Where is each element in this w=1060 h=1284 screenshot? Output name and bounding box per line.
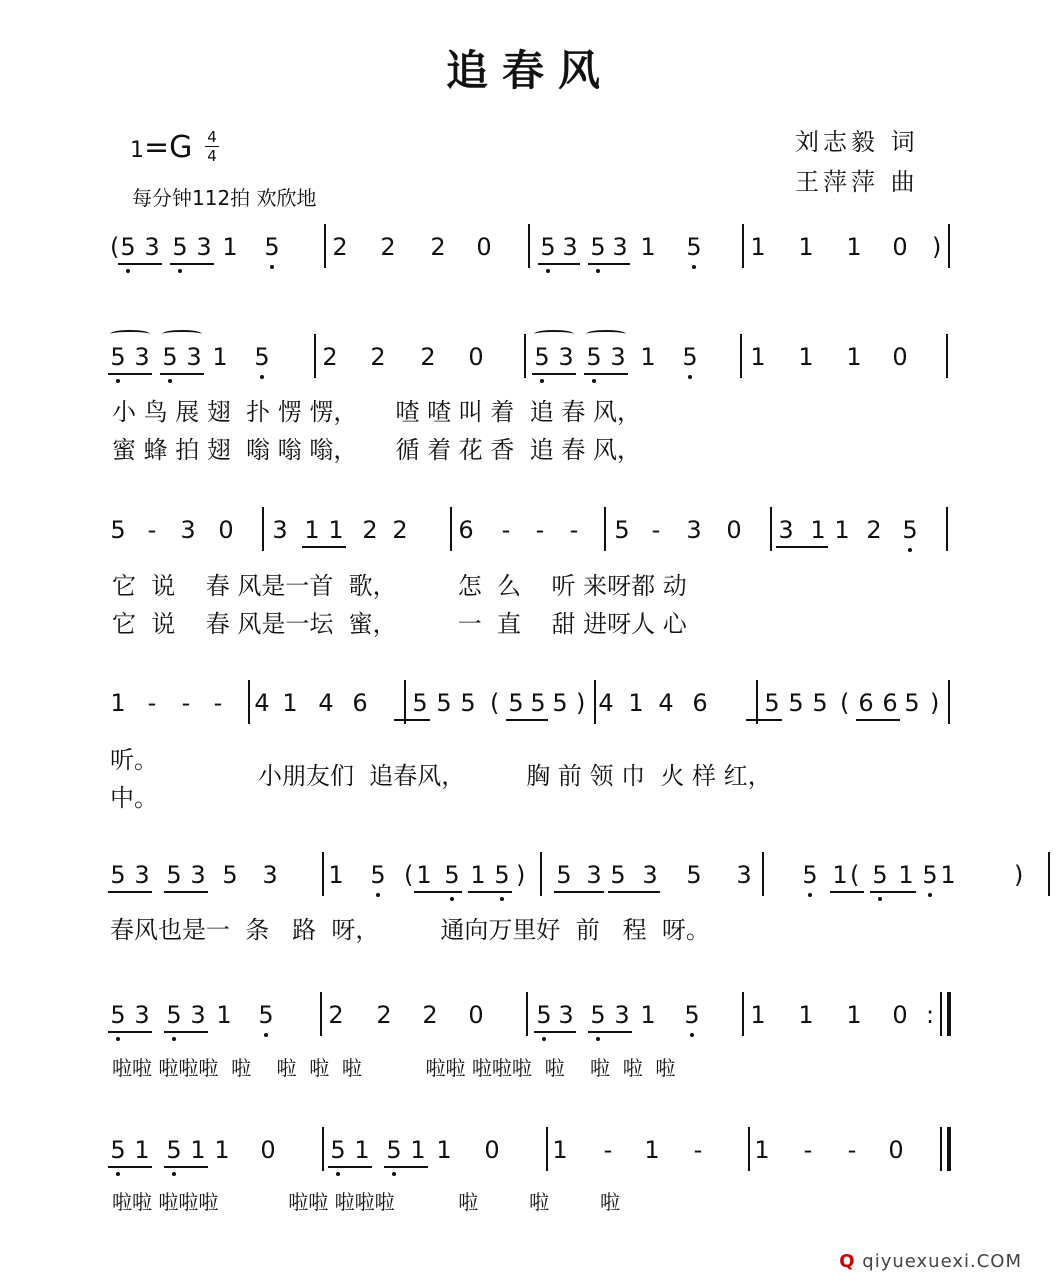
note: 0 bbox=[468, 343, 484, 371]
note: 5 bbox=[508, 689, 524, 717]
note: 5 bbox=[166, 1136, 182, 1164]
barline bbox=[526, 992, 528, 1036]
octave-dot bbox=[264, 1033, 268, 1037]
composer-credit: 王萍萍 曲 bbox=[795, 168, 919, 196]
octave-dot bbox=[592, 379, 596, 383]
octave-dot bbox=[168, 379, 172, 383]
barline bbox=[1048, 852, 1050, 896]
barline bbox=[742, 992, 744, 1036]
beam-underline bbox=[164, 1031, 208, 1033]
note: 5 bbox=[258, 1001, 274, 1029]
barline bbox=[314, 334, 316, 378]
note: 5 bbox=[254, 343, 270, 371]
time-signature bbox=[205, 128, 219, 165]
lyric-line-chorus-b: 春风也是一 条 路 呀， 通向万里好 前 程 呀。 bbox=[110, 916, 710, 944]
beam-underline bbox=[170, 263, 214, 265]
note: 3 bbox=[186, 343, 202, 371]
note: 0 bbox=[726, 516, 742, 544]
parenthesis: ) bbox=[576, 689, 586, 717]
score-row-r2 bbox=[0, 342, 908, 382]
barline bbox=[740, 334, 742, 378]
dash-extension: - bbox=[651, 516, 661, 544]
octave-dot bbox=[808, 893, 812, 897]
note: 2 bbox=[328, 1001, 344, 1029]
beam-underline bbox=[108, 1031, 152, 1033]
note: 1 bbox=[410, 1136, 426, 1164]
key-signature bbox=[130, 130, 192, 165]
note: 1 bbox=[354, 1136, 370, 1164]
note: 5 bbox=[166, 861, 182, 889]
octave-dot bbox=[688, 375, 692, 379]
note: 5 bbox=[686, 233, 702, 261]
beam-underline bbox=[608, 891, 660, 893]
barline bbox=[404, 680, 406, 724]
parenthesis: ) bbox=[930, 689, 940, 717]
watermark-logo-icon: Q bbox=[839, 1251, 856, 1272]
parenthesis: ( bbox=[840, 689, 850, 717]
lyric-line-verse2-b: 它 说 春 风是一坛 蜜， 一 直 甜 进呀人 心 bbox=[112, 610, 687, 638]
octave-dot bbox=[392, 1172, 396, 1176]
note: 5 bbox=[110, 516, 126, 544]
octave-dot bbox=[116, 1037, 120, 1041]
note: 3 bbox=[614, 1001, 630, 1029]
note: 1 bbox=[798, 233, 814, 261]
note: 1 bbox=[846, 1001, 862, 1029]
note: 5 bbox=[412, 689, 428, 717]
note: 0 bbox=[484, 1136, 500, 1164]
lyric-line-chorus-a: 小朋友们 追春风， 胸 前 领 巾 火 样 红， bbox=[258, 762, 772, 790]
octave-dot bbox=[878, 897, 882, 901]
note: 5 bbox=[110, 861, 126, 889]
note: 3 bbox=[180, 516, 196, 544]
note: 3 bbox=[558, 1001, 574, 1029]
beam-underline bbox=[584, 373, 628, 375]
note: 3 bbox=[272, 516, 288, 544]
dash-extension: - bbox=[569, 516, 579, 544]
final-barline bbox=[940, 992, 942, 1036]
note: 0 bbox=[260, 1136, 276, 1164]
note: 1 bbox=[846, 233, 862, 261]
note: 1 bbox=[110, 689, 126, 717]
final-barline bbox=[940, 1127, 942, 1171]
note: 1 bbox=[846, 343, 862, 371]
repeat-sign: : bbox=[925, 1001, 935, 1029]
key-do: 1 bbox=[130, 138, 144, 163]
note: 5 bbox=[552, 689, 568, 717]
final-barline-thick bbox=[947, 992, 951, 1036]
lyric-line-la-a: 啦啦 啦啦啦 啦 啦 啦 啦 啦啦 啦啦啦 啦 啦 啦 啦 bbox=[112, 1056, 676, 1080]
barline bbox=[528, 224, 530, 268]
barline bbox=[762, 852, 764, 896]
octave-dot bbox=[116, 1172, 120, 1176]
note: 3 bbox=[134, 343, 150, 371]
note: 5 bbox=[370, 861, 386, 889]
beam-underline bbox=[856, 719, 900, 721]
note: 3 bbox=[144, 233, 160, 261]
octave-dot bbox=[908, 548, 912, 552]
dash-extension: - bbox=[147, 689, 157, 717]
beam-underline bbox=[870, 891, 916, 893]
note: 5 bbox=[904, 689, 920, 717]
note: 5 bbox=[166, 1001, 182, 1029]
dash-extension: - bbox=[693, 1136, 703, 1164]
note: 5 bbox=[530, 689, 546, 717]
note: 5 bbox=[264, 233, 280, 261]
note: 0 bbox=[892, 1001, 908, 1029]
beam-underline bbox=[776, 546, 828, 548]
slur bbox=[162, 330, 202, 338]
note: 3 bbox=[190, 861, 206, 889]
note: 5 bbox=[436, 689, 452, 717]
lyric-end-verse1: 听。 bbox=[110, 746, 158, 774]
barline bbox=[946, 507, 948, 551]
note: 1 bbox=[216, 1001, 232, 1029]
dash-extension: - bbox=[501, 516, 511, 544]
slur bbox=[586, 330, 626, 338]
note: 5 bbox=[902, 516, 918, 544]
dash-extension: - bbox=[147, 516, 157, 544]
octave-dot bbox=[178, 269, 182, 273]
note: 4 bbox=[254, 689, 270, 717]
octave-dot bbox=[260, 375, 264, 379]
note: 1 bbox=[834, 516, 850, 544]
note: 1 bbox=[416, 861, 432, 889]
score-row-r5 bbox=[0, 860, 1024, 900]
barline bbox=[748, 1127, 750, 1171]
note: 5 bbox=[162, 343, 178, 371]
note: 2 bbox=[392, 516, 408, 544]
note: 2 bbox=[380, 233, 396, 261]
note: 6 bbox=[458, 516, 474, 544]
note: 5 bbox=[110, 1136, 126, 1164]
note: 2 bbox=[322, 343, 338, 371]
time-denominator: 4 bbox=[207, 147, 217, 165]
octave-dot bbox=[116, 379, 120, 383]
note: 1 bbox=[222, 233, 238, 261]
beam-underline bbox=[506, 719, 548, 721]
note: 5 bbox=[788, 689, 804, 717]
note: 5 bbox=[110, 343, 126, 371]
note: 5 bbox=[922, 861, 938, 889]
octave-dot bbox=[596, 269, 600, 273]
octave-dot bbox=[270, 265, 274, 269]
score-row-r1 bbox=[0, 232, 942, 272]
note: 3 bbox=[190, 1001, 206, 1029]
barline bbox=[322, 852, 324, 896]
dash-extension: - bbox=[213, 689, 223, 717]
note: 0 bbox=[888, 1136, 904, 1164]
beam-underline bbox=[108, 891, 152, 893]
note: 4 bbox=[658, 689, 674, 717]
note: 3 bbox=[558, 343, 574, 371]
note: 1 bbox=[328, 516, 344, 544]
barline bbox=[946, 334, 948, 378]
note: 2 bbox=[430, 233, 446, 261]
note: 3 bbox=[736, 861, 752, 889]
beam-underline bbox=[160, 373, 204, 375]
beam-underline bbox=[414, 891, 462, 893]
note: 5 bbox=[586, 343, 602, 371]
note: 5 bbox=[460, 689, 476, 717]
beam-underline bbox=[534, 1031, 576, 1033]
score-row-r6 bbox=[0, 1000, 935, 1040]
lyric-line-verse1-b: 它 说 春 风是一首 歌， 怎 么 听 来呀都 动 bbox=[112, 572, 687, 600]
note: 5 bbox=[590, 233, 606, 261]
note: 1 bbox=[644, 1136, 660, 1164]
note: 5 bbox=[614, 516, 630, 544]
beam-underline bbox=[554, 891, 604, 893]
beam-underline bbox=[108, 1166, 152, 1168]
note: 0 bbox=[468, 1001, 484, 1029]
note: 3 bbox=[778, 516, 794, 544]
beam-underline bbox=[164, 1166, 208, 1168]
score-row-r3 bbox=[0, 515, 918, 555]
octave-dot bbox=[928, 893, 932, 897]
note: 1 bbox=[754, 1136, 770, 1164]
note: 1 bbox=[214, 1136, 230, 1164]
barline bbox=[948, 224, 950, 268]
note: 2 bbox=[866, 516, 882, 544]
note: 1 bbox=[810, 516, 826, 544]
lyric-end-verse2: 中。 bbox=[110, 784, 158, 812]
beam-underline bbox=[118, 263, 162, 265]
note: 1 bbox=[750, 1001, 766, 1029]
lyric-line-verse2-a: 蜜 蜂 拍 翅 嗡 嗡 嗡， 循 着 花 香 追 春 风， bbox=[112, 436, 641, 464]
octave-dot bbox=[126, 269, 130, 273]
note: 3 bbox=[134, 1001, 150, 1029]
barline bbox=[524, 334, 526, 378]
note: 6 bbox=[882, 689, 898, 717]
octave-dot bbox=[690, 1033, 694, 1037]
note: 2 bbox=[362, 516, 378, 544]
note: 1 bbox=[750, 343, 766, 371]
octave-dot bbox=[596, 1037, 600, 1041]
note: 5 bbox=[590, 1001, 606, 1029]
barline bbox=[742, 224, 744, 268]
note: 3 bbox=[134, 861, 150, 889]
note: 5 bbox=[872, 861, 888, 889]
note: 1 bbox=[552, 1136, 568, 1164]
note: 2 bbox=[420, 343, 436, 371]
note: 5 bbox=[686, 861, 702, 889]
dash-extension: - bbox=[603, 1136, 613, 1164]
time-numerator: 4 bbox=[205, 128, 219, 147]
key-equals: =G bbox=[144, 130, 193, 165]
beam-underline bbox=[532, 373, 576, 375]
watermark bbox=[839, 1251, 1022, 1272]
octave-dot bbox=[172, 1037, 176, 1041]
note: 5 bbox=[684, 1001, 700, 1029]
beam-underline bbox=[384, 1166, 428, 1168]
beam-underline bbox=[588, 1031, 632, 1033]
barline bbox=[604, 507, 606, 551]
note: 5 bbox=[110, 1001, 126, 1029]
octave-dot bbox=[546, 269, 550, 273]
score-row-r4 bbox=[0, 688, 940, 728]
octave-dot bbox=[376, 893, 380, 897]
note: 6 bbox=[692, 689, 708, 717]
note: 6 bbox=[352, 689, 368, 717]
note: 1 bbox=[640, 1001, 656, 1029]
note: 1 bbox=[470, 861, 486, 889]
note: 0 bbox=[218, 516, 234, 544]
note: 3 bbox=[612, 233, 628, 261]
parenthesis: ( bbox=[850, 861, 860, 889]
parenthesis: ( bbox=[110, 233, 120, 261]
lyricist-credit: 刘志毅 词 bbox=[795, 128, 919, 156]
note: 5 bbox=[386, 1136, 402, 1164]
note: 5 bbox=[556, 861, 572, 889]
note: 5 bbox=[802, 861, 818, 889]
note: 1 bbox=[212, 343, 228, 371]
note: 3 bbox=[262, 861, 278, 889]
beam-underline bbox=[164, 891, 208, 893]
parenthesis: ) bbox=[1014, 861, 1024, 889]
note: 1 bbox=[640, 233, 656, 261]
barline bbox=[540, 852, 542, 896]
note: 5 bbox=[494, 861, 510, 889]
note: 4 bbox=[598, 689, 614, 717]
note: 1 bbox=[134, 1136, 150, 1164]
slur bbox=[110, 330, 150, 338]
note: 0 bbox=[476, 233, 492, 261]
beam-underline bbox=[830, 891, 864, 893]
note: 3 bbox=[562, 233, 578, 261]
note: 5 bbox=[222, 861, 238, 889]
barline bbox=[320, 992, 322, 1036]
tempo-marking: 每分钟112拍 欢欣地 bbox=[132, 186, 317, 210]
note: 0 bbox=[892, 343, 908, 371]
barline bbox=[546, 1127, 548, 1171]
beam-underline bbox=[108, 373, 152, 375]
octave-dot bbox=[450, 897, 454, 901]
note: 4 bbox=[318, 689, 334, 717]
parenthesis: ) bbox=[516, 861, 526, 889]
beam-underline bbox=[468, 891, 512, 893]
note: 5 bbox=[330, 1136, 346, 1164]
note: 1 bbox=[798, 343, 814, 371]
note: 1 bbox=[436, 1136, 452, 1164]
beam-underline bbox=[394, 719, 430, 721]
note: 3 bbox=[642, 861, 658, 889]
parenthesis: ) bbox=[932, 233, 942, 261]
octave-dot bbox=[172, 1172, 176, 1176]
note: 5 bbox=[444, 861, 460, 889]
octave-dot bbox=[542, 1037, 546, 1041]
note: 5 bbox=[682, 343, 698, 371]
score-row-r7 bbox=[0, 1135, 904, 1175]
note: 5 bbox=[812, 689, 828, 717]
octave-dot bbox=[336, 1172, 340, 1176]
note: 1 bbox=[282, 689, 298, 717]
lyric-line-verse1-a: 小 鸟 展 翅 扑 愣 愣， 喳 喳 叫 着 追 春 风， bbox=[112, 398, 641, 426]
beam-underline bbox=[588, 263, 630, 265]
note: 5 bbox=[610, 861, 626, 889]
note: 3 bbox=[686, 516, 702, 544]
note: 1 bbox=[750, 233, 766, 261]
note: 1 bbox=[628, 689, 644, 717]
note: 3 bbox=[586, 861, 602, 889]
note: 3 bbox=[610, 343, 626, 371]
beam-underline bbox=[302, 546, 346, 548]
note: 1 bbox=[898, 861, 914, 889]
final-barline-thick bbox=[947, 1127, 951, 1171]
barline bbox=[322, 1127, 324, 1171]
note: 1 bbox=[640, 343, 656, 371]
barline bbox=[248, 680, 250, 724]
song-title: 追春风 bbox=[445, 46, 614, 95]
barline bbox=[262, 507, 264, 551]
note: 2 bbox=[370, 343, 386, 371]
slur bbox=[534, 330, 574, 338]
dash-extension: - bbox=[181, 689, 191, 717]
note: 5 bbox=[172, 233, 188, 261]
barline bbox=[770, 507, 772, 551]
note: 2 bbox=[422, 1001, 438, 1029]
note: 5 bbox=[764, 689, 780, 717]
note: 1 bbox=[798, 1001, 814, 1029]
note: 2 bbox=[376, 1001, 392, 1029]
beam-underline bbox=[538, 263, 580, 265]
note: 5 bbox=[120, 233, 136, 261]
note: 1 bbox=[328, 861, 344, 889]
parenthesis: ( bbox=[490, 689, 500, 717]
note: 0 bbox=[892, 233, 908, 261]
dash-extension: - bbox=[803, 1136, 813, 1164]
note: 2 bbox=[332, 233, 348, 261]
note: 5 bbox=[536, 1001, 552, 1029]
note: 1 bbox=[940, 861, 956, 889]
dash-extension: - bbox=[535, 516, 545, 544]
note: 1 bbox=[304, 516, 320, 544]
octave-dot bbox=[500, 897, 504, 901]
watermark-text: qiyuexuexi.COM bbox=[862, 1251, 1022, 1272]
beam-underline bbox=[746, 719, 782, 721]
note: 5 bbox=[540, 233, 556, 261]
octave-dot bbox=[540, 379, 544, 383]
note: 6 bbox=[858, 689, 874, 717]
barline bbox=[756, 680, 758, 724]
barline bbox=[450, 507, 452, 551]
lyric-line-la-b: 啦啦 啦啦啦 啦啦 啦啦啦 啦 啦 啦 bbox=[112, 1190, 620, 1214]
note: 3 bbox=[196, 233, 212, 261]
note: 1 bbox=[190, 1136, 206, 1164]
barline bbox=[324, 224, 326, 268]
note: 5 bbox=[534, 343, 550, 371]
beam-underline bbox=[328, 1166, 372, 1168]
parenthesis: ( bbox=[404, 861, 414, 889]
note: 1 bbox=[832, 861, 848, 889]
octave-dot bbox=[692, 265, 696, 269]
barline bbox=[948, 680, 950, 724]
dash-extension: - bbox=[847, 1136, 857, 1164]
